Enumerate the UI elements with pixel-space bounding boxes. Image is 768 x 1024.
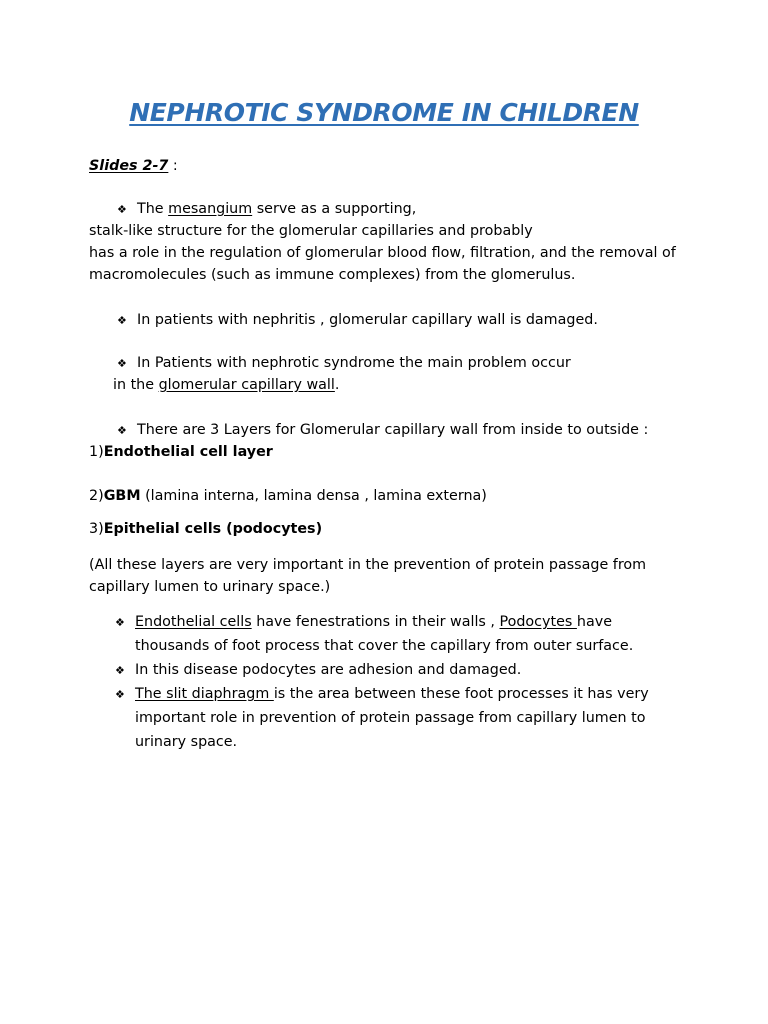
mesangium-pre: The [137,201,169,217]
diamond-bullet-icon: ❖ [115,616,125,629]
glomerular-capillary-wall-term: glomerular capillary wall [158,377,335,393]
importance-line-1: (All these layers are very important in the prevention of protein passage from [89,557,647,573]
podocytes-term: Podocytes [499,614,577,630]
endothelial-cells-term: Endothelial cells [135,614,252,630]
mesangium-line-3: has a role in the regulation of glomerular blood flow, filtration, and the removal of [89,245,676,261]
nephritis-bullet [117,309,598,332]
slit-bullet-post: is the area between these foot processes it has very [273,686,649,702]
disease-bullet [115,659,521,682]
nephrotic-line-2-pre: in the [113,377,159,393]
mesangium-line-4: macromolecules (such as immune complexes) from the glomerulus. [89,267,576,283]
slit-diaphragm-term: The slit diaphragm [135,686,274,702]
slit-bullet-line-2: important role in prevention of protein passage from capillary lumen to [135,710,646,726]
importance-line-2: capillary lumen to urinary space.) [89,579,331,595]
diamond-bullet-icon: ❖ [117,357,127,370]
layer-2-label: GBM [103,488,141,504]
layer-3 [89,518,322,540]
diamond-bullet-icon: ❖ [117,314,127,327]
nephrotic-line-1: In Patients with nephrotic syndrome the main problem occur [137,355,571,371]
cells-bullet-line-2: thousands of foot process that cover the capillary from outer surface. [135,638,634,654]
layers-intro-text: There are 3 Layers for Glomerular capillary wall from inside to outside : [137,422,649,438]
slides-heading-colon: : [168,158,178,174]
layer-1 [89,441,273,463]
layer-2-num: 2) [89,488,104,504]
layer-2-detail: (lamina interna, lamina densa , lamina externa) [140,488,487,504]
mesangium-term: mesangium [168,201,253,217]
layer-1-num: 1) [89,444,104,460]
cells-bullet-post: have [576,614,612,630]
diamond-bullet-icon: ❖ [115,664,125,677]
slit-bullet [115,683,649,706]
layer-1-label: Endothelial cell layer [103,444,273,460]
nephrotic-bullet [117,352,571,375]
slides-heading [89,155,178,177]
mesangium-post: serve as a supporting, [252,201,417,217]
layer-3-label: Epithelial cells (podocytes) [103,521,323,537]
diamond-bullet-icon: ❖ [117,424,127,437]
layers-intro-bullet [117,419,648,442]
mesangium-line-2: stalk-like structure for the glomerular capillaries and probably [89,223,533,239]
cells-bullet-mid: have fenestrations in their walls , [251,614,500,630]
nephrotic-line-2 [113,374,339,396]
slides-heading-label: Slides 2-7 [89,158,169,174]
layer-3-num: 3) [89,521,104,537]
disease-bullet-text: In this disease podocytes are adhesion and damaged. [135,662,522,678]
layer-2 [89,485,487,507]
cells-bullet [115,611,612,634]
mesangium-bullet [117,198,416,221]
diamond-bullet-icon: ❖ [115,688,125,701]
slit-bullet-line-3: urinary space. [135,734,238,750]
document-title: NEPHROTIC SYNDROME IN CHILDREN [129,98,639,127]
nephritis-text: In patients with nephritis , glomerular capillary wall is damaged. [137,312,598,328]
diamond-bullet-icon: ❖ [117,203,127,216]
nephrotic-line-2-post: . [334,377,340,393]
